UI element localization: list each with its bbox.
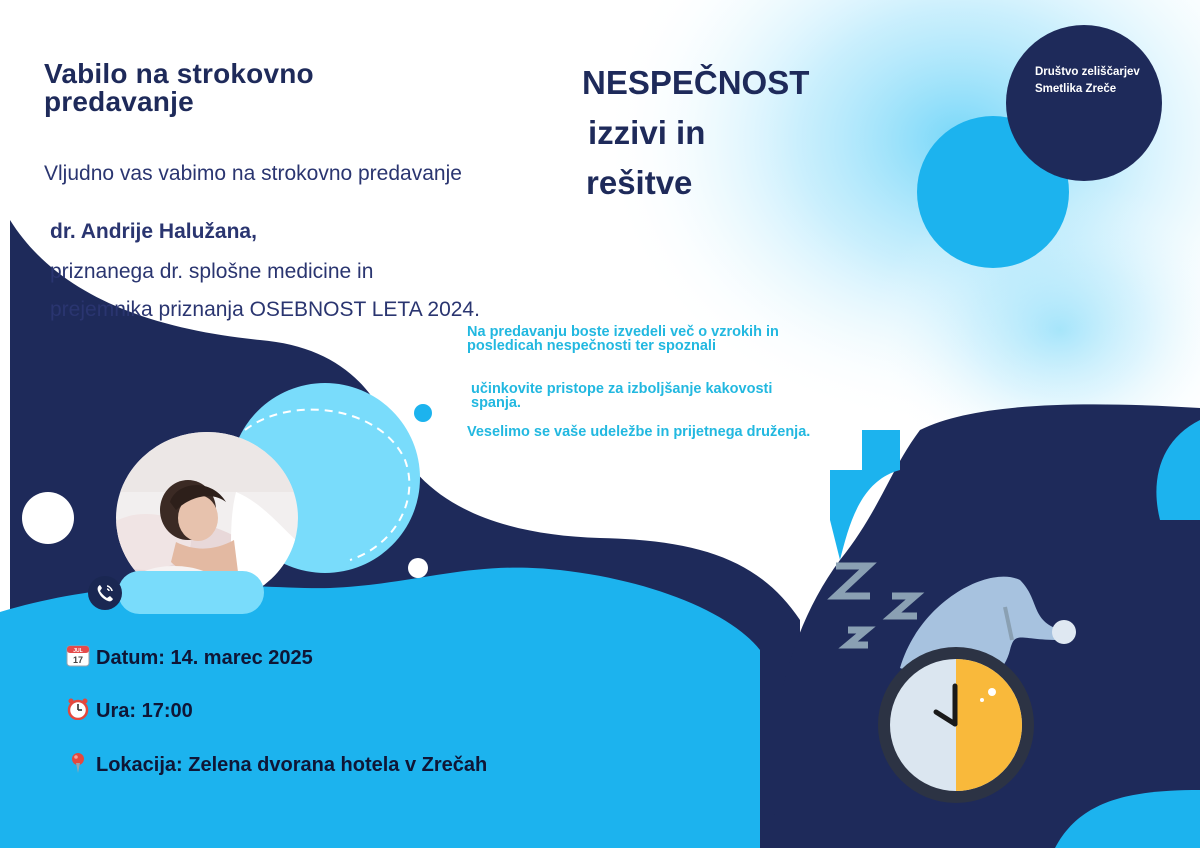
phone-pill bbox=[118, 571, 264, 614]
calendar-icon bbox=[66, 645, 92, 667]
event-title-line2: izzivi in bbox=[588, 114, 706, 151]
invitation-heading: Vabilo na strokovno predavanje bbox=[44, 58, 314, 117]
organization-name-line2: Smetlika Zreče bbox=[1035, 83, 1117, 95]
location-pin-icon bbox=[66, 752, 92, 774]
organization-name-line1: Društvo zeliščarjev bbox=[1035, 66, 1140, 78]
organization-name bbox=[1035, 64, 1175, 98]
speaker-description-1: priznanega dr. splošne medicine in bbox=[50, 260, 374, 283]
speaker-name: dr. Andrije Halužana, bbox=[50, 220, 257, 243]
lecture-paragraph-1: Na predavanju boste izvedeli več o vzrokih in posledicah nespečnosti ter spoznali bbox=[467, 324, 779, 354]
navy-circle bbox=[1006, 25, 1162, 181]
svg-text:JUL: JUL bbox=[73, 648, 83, 654]
svg-text:17: 17 bbox=[72, 655, 84, 665]
event-time-text: Ura: 17:00 bbox=[96, 700, 193, 722]
event-location-text: Lokacija: Zelena dvorana hotela v Zrečah bbox=[96, 754, 488, 776]
event-title bbox=[582, 58, 882, 208]
event-date-text: Datum: 14. marec 2025 bbox=[96, 647, 313, 669]
event-title-line1: NESPEČNOST bbox=[582, 64, 810, 101]
small-blue-dot bbox=[414, 404, 432, 422]
event-time bbox=[66, 697, 193, 725]
white-dot-mid bbox=[408, 558, 428, 578]
phone-icon[interactable] bbox=[88, 576, 122, 610]
lecture-paragraph-2: učinkovite pristope za izboljšanje kakovosti spanja. bbox=[471, 381, 773, 411]
event-title-line3: rešitve bbox=[586, 164, 693, 201]
event-date bbox=[66, 644, 313, 672]
event-location bbox=[66, 751, 487, 779]
clock-icon bbox=[878, 647, 1034, 803]
white-dot-left bbox=[22, 492, 74, 544]
nightcap-pompom bbox=[1052, 620, 1076, 644]
alarm-clock-icon bbox=[66, 698, 92, 720]
speaker-description-2: prejemnika priznanja OSEBNOST LETA 2024. bbox=[50, 298, 480, 321]
lecture-paragraph-3: Veselimo se vaše udeležbe in prijetnega druženja. bbox=[467, 424, 811, 440]
invitation-body: Vljudno vas vabimo na strokovno predavanje bbox=[44, 162, 462, 185]
